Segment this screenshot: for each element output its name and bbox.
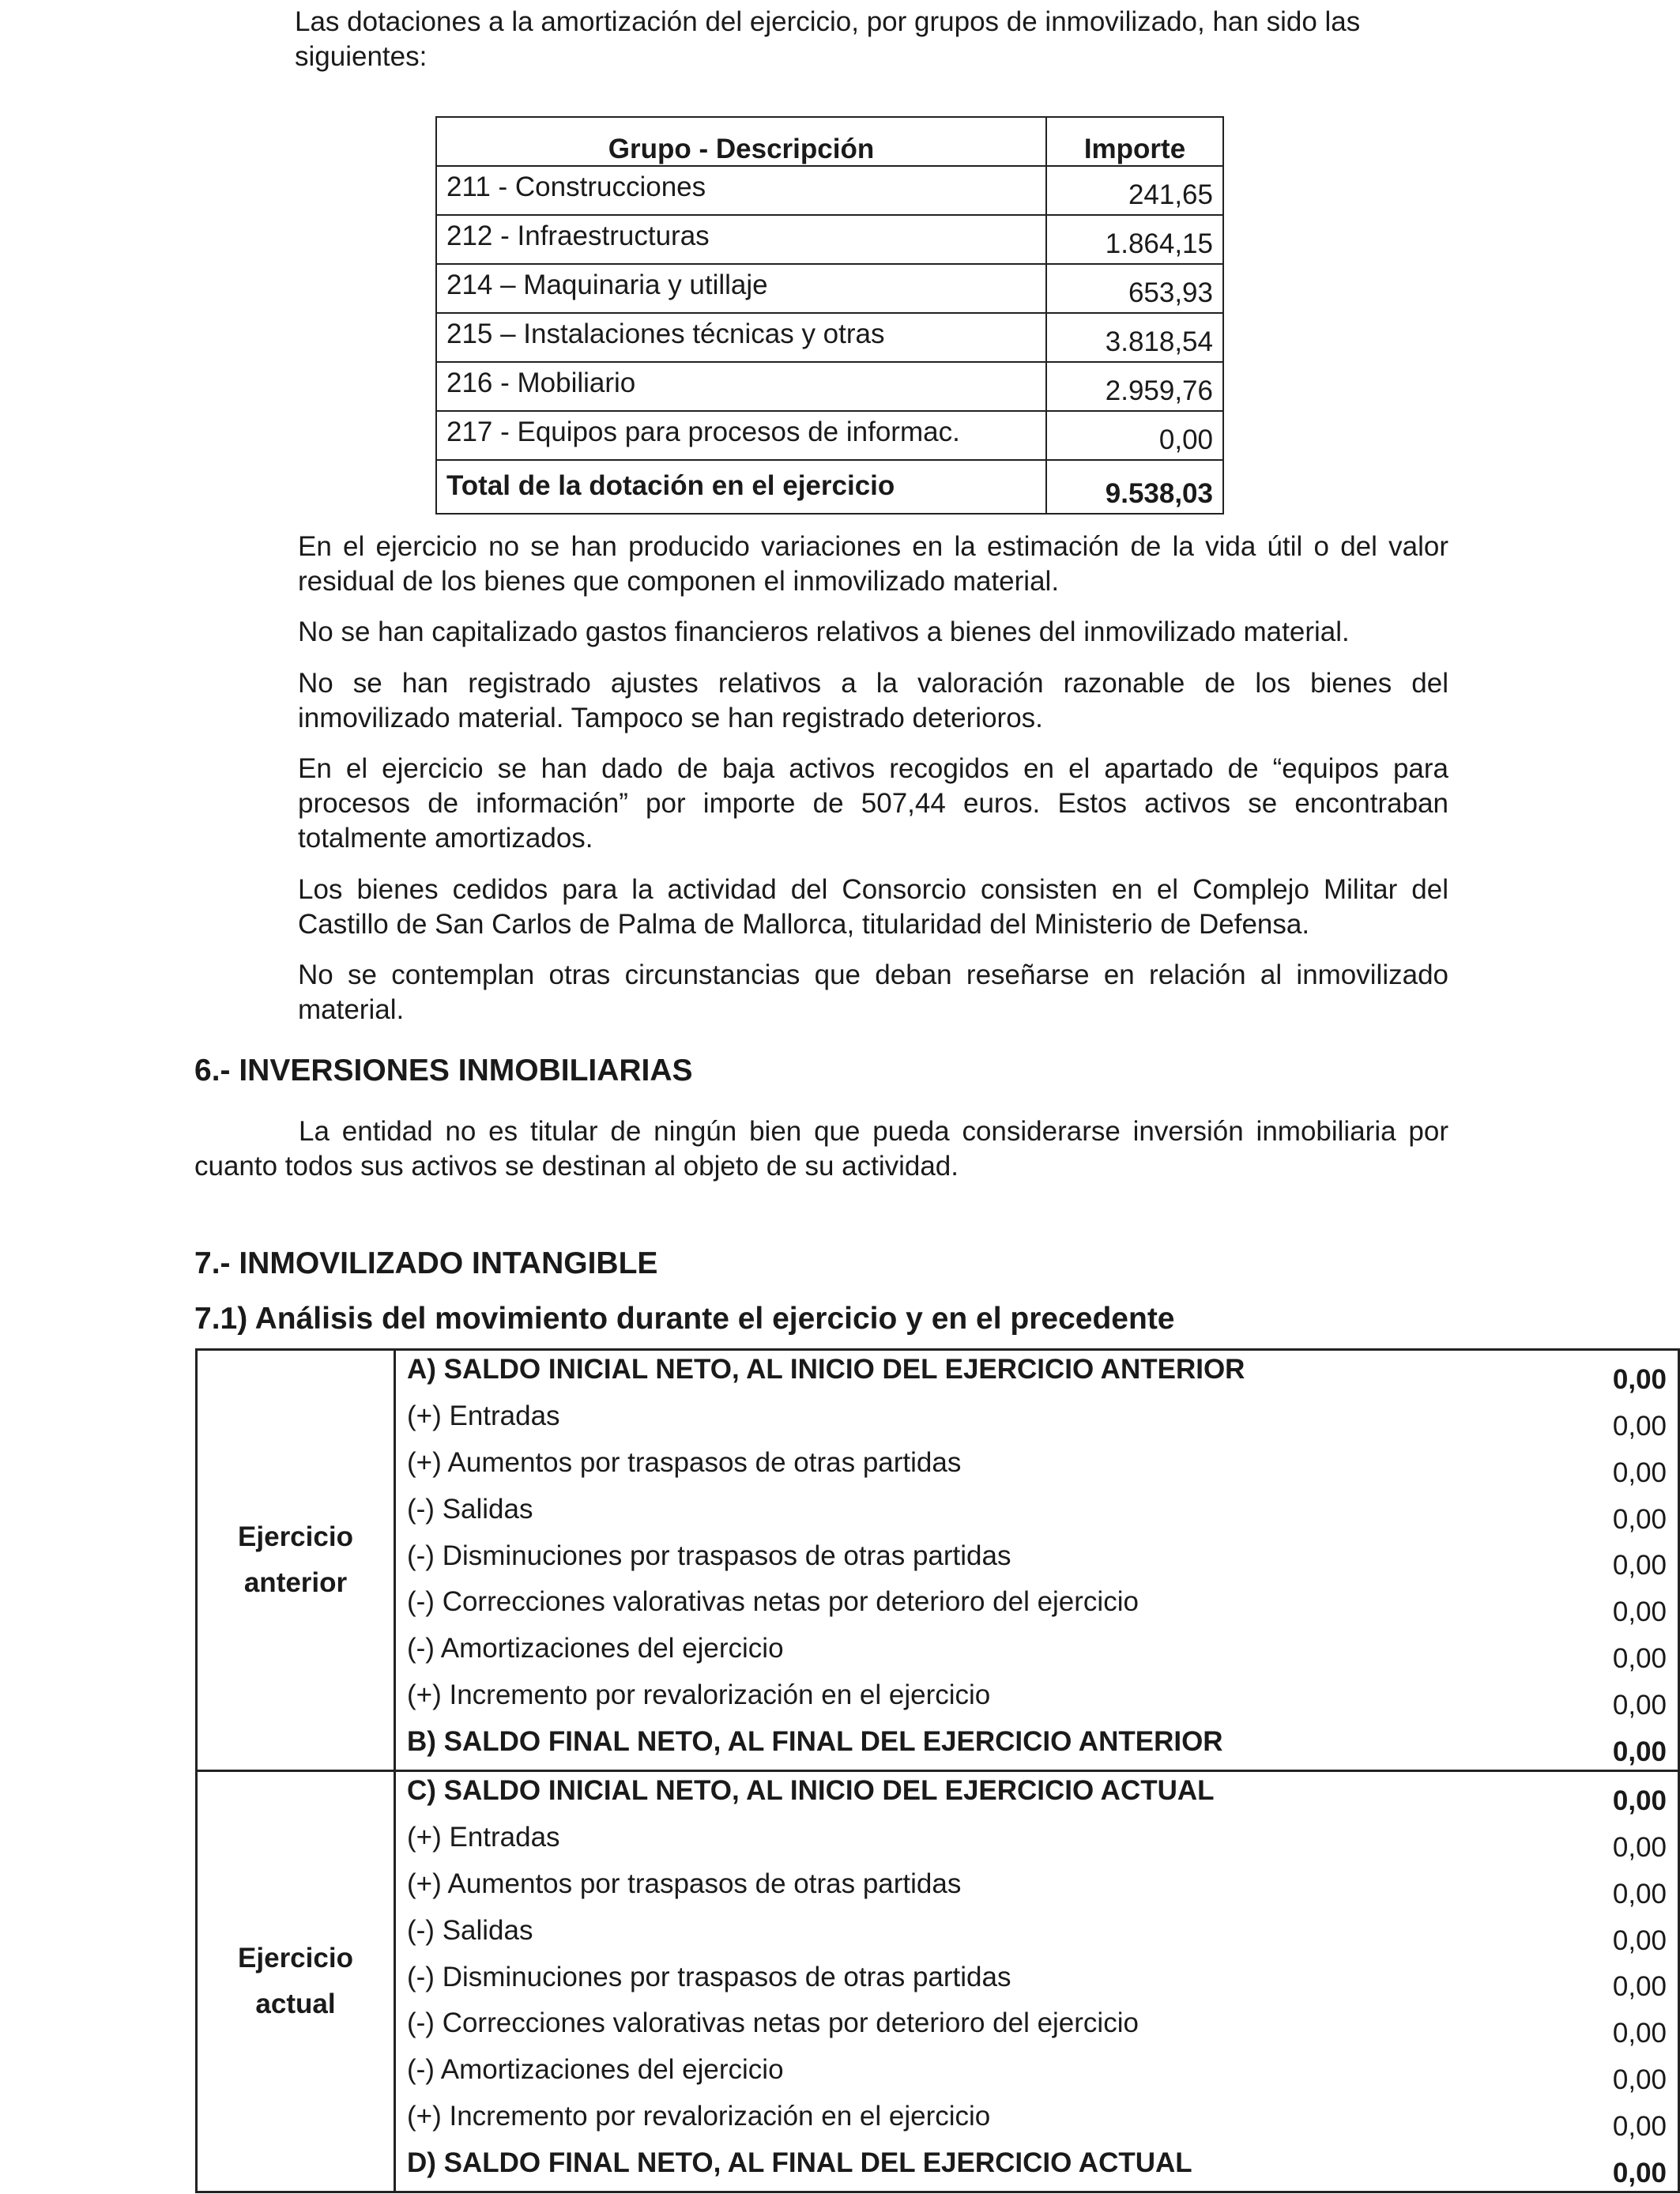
movement-row (396, 2051, 1678, 2098)
table-row (436, 215, 1223, 264)
movement-row (396, 1723, 1678, 1770)
amount-cell: 2.959,76 (1046, 362, 1223, 411)
movement-value: 0,00 (1612, 1410, 1667, 1442)
period-rows-current (395, 1771, 1679, 2192)
movement-value: 0,00 (1612, 2111, 1667, 2143)
movement-value: 0,00 (1612, 1457, 1667, 1488)
movement-value: 0,00 (1612, 1878, 1667, 1909)
total-row (436, 460, 1223, 514)
movement-label: (-) Amortizaciones del ejercicio (407, 1633, 784, 1664)
total-label: Total de la dotación en el ejercicio (436, 460, 1046, 514)
movement-value: 0,00 (1612, 1596, 1667, 1628)
period-label-current (197, 1771, 395, 2192)
period-block-current (197, 1771, 1679, 2192)
movement-row (396, 1630, 1678, 1676)
movement-row (396, 1583, 1678, 1630)
amount-cell: 3.818,54 (1046, 313, 1223, 362)
movement-row (396, 1397, 1678, 1444)
movement-label: (+) Incremento por revalorización en el ejercicio (407, 2101, 991, 2132)
period-rows-previous (395, 1350, 1679, 1771)
movement-label: (-) Salidas (407, 1493, 533, 1525)
group-cell: 216 - Mobiliario (436, 362, 1046, 411)
movement-label: (-) Disminuciones por traspasos de otras partidas (407, 1540, 1011, 1571)
movement-label: B) SALDO FINAL NETO, AL FINAL DEL EJERCICIO ANTERIOR (407, 1726, 1223, 1758)
paragraph-other: No se contemplan otras circunstancias que deban reseñarse en relación al inmovilizado material. (298, 959, 1448, 1025)
movement-value: 0,00 (1612, 1736, 1667, 1768)
table-row (436, 313, 1223, 362)
movement-value: 0,00 (1612, 1690, 1667, 1721)
group-cell: 217 - Equipos para procesos de informac. (436, 411, 1046, 460)
movement-value: 0,00 (1612, 1643, 1667, 1675)
paragraph-financial-costs: No se han capitalizado gastos financieros relativos a bienes del inmovilizado material. (298, 616, 1350, 647)
amortization-table (435, 116, 1224, 515)
period-label-line1: Ejercicio (238, 1943, 353, 1974)
header-group: Grupo - Descripción (436, 117, 1046, 166)
section-6-title: 6.- INVERSIONES INMOBILIARIAS (194, 1054, 693, 1088)
movement-label: (-) Amortizaciones del ejercicio (407, 2054, 784, 2086)
group-cell: 215 – Instalaciones técnicas y otras (436, 313, 1046, 362)
movement-row (396, 1676, 1678, 1723)
header-amount: Importe (1046, 117, 1223, 166)
movement-label: (-) Salidas (407, 1914, 533, 1946)
movement-value: 0,00 (1612, 1363, 1667, 1395)
paragraph-disposals: En el ejercicio se han dado de baja activos recogidos en el apartado de “equipos para procesos de información” por importe de 507,44 euros. Estos activos se encontraban totalmente amortizados. (298, 753, 1448, 854)
paragraph-useful-life: En el ejercicio no se han producido variaciones en la estimación de la vida útil o del valor residual de los bienes que componen el inmovilizado material. (298, 531, 1448, 597)
group-cell: 211 - Construcciones (436, 166, 1046, 215)
amount-cell: 653,93 (1046, 264, 1223, 313)
table-row (436, 166, 1223, 215)
table-row (436, 264, 1223, 313)
movement-label: (+) Entradas (407, 1400, 560, 1431)
movement-row (396, 2004, 1678, 2051)
movement-row (396, 2144, 1678, 2191)
movement-row (396, 1351, 1678, 1397)
intangible-movement-table (195, 1348, 1680, 2193)
amount-cell: 1.864,15 (1046, 215, 1223, 264)
total-amount: 9.538,03 (1046, 460, 1223, 514)
movement-value: 0,00 (1612, 1550, 1667, 1581)
amount-cell: 241,65 (1046, 166, 1223, 215)
movement-label: (-) Disminuciones por traspasos de otras partidas (407, 1961, 1011, 1992)
movement-label: (-) Correcciones valorativas netas por deterioro del ejercicio (407, 2007, 1139, 2039)
movement-row (396, 1772, 1678, 1819)
amount-cell: 0,00 (1046, 411, 1223, 460)
movement-value: 0,00 (1612, 1924, 1667, 1956)
period-label-line1: Ejercicio (238, 1521, 353, 1552)
period-label-line2: actual (255, 1989, 336, 2020)
movement-value: 0,00 (1612, 1503, 1667, 1535)
group-cell: 214 – Maquinaria y utillaje (436, 264, 1046, 313)
movement-row (396, 1819, 1678, 1865)
movement-label: C) SALDO INICIAL NETO, AL INICIO DEL EJERCICIO ACTUAL (407, 1775, 1215, 1807)
movement-row (396, 1912, 1678, 1958)
intro-paragraph: Las dotaciones a la amortización del ejercicio, por grupos de inmovilizado, han sido las siguientes: (295, 6, 1361, 72)
movement-label: A) SALDO INICIAL NETO, AL INICIO DEL EJERCICIO ANTERIOR (407, 1354, 1245, 1385)
movement-label: (+) Aumentos por traspasos de otras partidas (407, 1446, 962, 1478)
movement-row (396, 1958, 1678, 2005)
movement-row (396, 1537, 1678, 1584)
movement-row (396, 1444, 1678, 1491)
table-row (436, 362, 1223, 411)
movement-value: 0,00 (1612, 1785, 1667, 1816)
paragraph-ceded-assets: Los bienes cedidos para la actividad del Consorcio consisten en el Complejo Militar del Castillo de San Carlos de Palma de Mallorca, titularidad del Ministerio de Defensa. (298, 874, 1448, 940)
movement-row (396, 1865, 1678, 1912)
movement-label: D) SALDO FINAL NETO, AL FINAL DEL EJERCICIO ACTUAL (407, 2147, 1192, 2179)
movement-value: 0,00 (1612, 1971, 1667, 2003)
movement-value: 0,00 (1612, 2064, 1667, 2096)
movement-value: 0,00 (1612, 1831, 1667, 1863)
movement-label: (+) Entradas (407, 1821, 560, 1853)
period-label-line2: anterior (243, 1567, 348, 1598)
period-block-previous (197, 1350, 1679, 1771)
amortization-header-row (436, 117, 1223, 166)
movement-row (396, 2098, 1678, 2144)
table-row (436, 411, 1223, 460)
movement-value: 0,00 (1612, 2158, 1667, 2189)
section-7-subtitle: 7.1) Análisis del movimiento durante el ejercicio y en el precedente (194, 1302, 1175, 1336)
group-cell: 212 - Infraestructuras (436, 215, 1046, 264)
movement-value: 0,00 (1612, 2018, 1667, 2049)
paragraph-fair-value: No se han registrado ajustes relativos a la valoración razonable de los bienes del inmovilizado material. Tampoco se han registrado deterioros. (298, 668, 1448, 733)
movement-label: (+) Aumentos por traspasos de otras partidas (407, 1868, 962, 1899)
period-label-previous (197, 1350, 395, 1771)
movement-label: (-) Correcciones valorativas netas por deterioro del ejercicio (407, 1586, 1139, 1618)
section-6-text: La entidad no es titular de ningún bien que pueda considerarse inversión inmobiliaria por cuanto todos sus activos se destinan al objeto de su actividad. (194, 1116, 1448, 1182)
movement-row (396, 1491, 1678, 1537)
movement-label: (+) Incremento por revalorización en el ejercicio (407, 1679, 991, 1711)
section-7-title: 7.- INMOVILIZADO INTANGIBLE (194, 1246, 658, 1280)
